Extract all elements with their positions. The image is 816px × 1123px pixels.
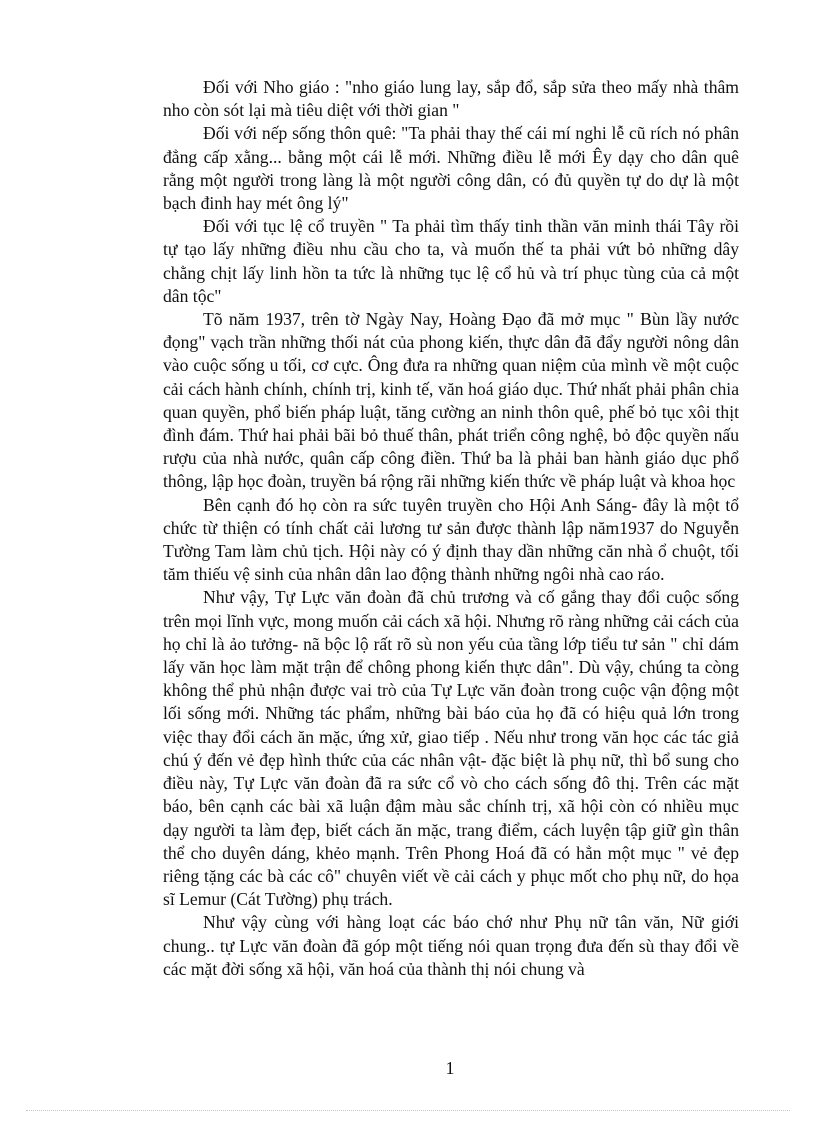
paragraph-bao-chi: Như vậy cùng với hàng loạt các báo chớ như Phụ nữ tân văn, Nữ giới chung.. tự Lực văn đoàn đã góp một tiếng nói quan trọng đưa đến sù thay đổi về các mặt đời sống xã hội, văn hoá của thành thị nói chung và [163,912,739,979]
paragraph-tu-luc-van-doan: Như vậy, Tự Lực văn đoàn đã chủ trương và cố gắng thay đổi cuộc sống trên mọi lĩnh vực, mong muốn cải cách xã hội. Nhưng rõ ràng những cải cách của họ chỉ là ảo tưởng- nã bộc lộ rất rõ sù non yếu của tầng lớp tiểu tư sản " chỉ dám lấy văn học làm mặt trận để chông phong kiến thực dân". Dù vậy, chúng ta còng không thể phủ nhận được vai trò của Tự Lực văn đoàn trong cuộc vận động một lối sống mới. Những tác phẩm, những bài báo của họ đã có hiệu quả lớn trong việc thay đổi cách ăn mặc, ứng xử, giao tiếp . Nếu như trong văn học các tác giả chú ý đến vẻ đẹp hình thức của các nhân vật- đặc biệt là phụ nữ, thì bổ sung cho điều này, Tự Lực văn đoàn đã ra sức cổ vò cho cách sống đô thị. Trên các mặt báo, bên cạnh các bài xã luận đậm màu sắc chính trị, xã hội còn có nhiều mục dạy người ta làm đẹp, biết cách ăn mặc, trang điểm, cách luyện tập giữ gìn thân thể cho duyên dáng, khẻo mạnh. Trên Phong Hoá đã có hẳn một mục " vẻ đẹp riêng tặng các bà các cô" chuyên viết về cải cách y phục mốt cho phụ nữ, do họa sĩ Lemur (Cát Tường) phụ trách. [163,587,739,910]
paragraph-tuc-le-co-truyen: Đối với tục lệ cổ truyền " Ta phải tìm thấy tinh thần văn minh thái Tây rồi tự tạo lấy những điều nhu cầu cho ta, và muốn thế ta phải vứt bỏ những dây chằng chịt lấy linh hồn ta tức là những tục lệ cổ hủ và trí phục tùng của cả một dân tộc" [163,216,739,306]
paragraph-nep-song-thon-que: Đối với nếp sống thôn quê: "Ta phải thay thế cái mí nghi lễ cũ rích nó phân đẳng cấp xằng... bằng một cái lễ mới. Những điều lễ mới Êy dạy cho dân quê rằng một người trong làng là một người công dân, có đủ quyền tự do dự là một bạch đinh hay mét ông lý" [163,123,739,214]
paragraph-hoi-anh-sang: Bên cạnh đó họ còn ra sức tuyên truyền cho Hội Anh Sáng- đây là một tổ chức từ thiện có tính chất cải lương tư sản được thành lập năm1937 do Nguyễn Tường Tam làm chủ tịch. Hội này có ý định thay dần những căn nhà ổ chuột, tối tăm thiếu vệ sinh của nhân dân lao động thành những ngôi nhà cao ráo. [163,494,739,585]
page-bottom-divider [26,1110,790,1111]
paragraph-bun-lay-nuoc-dong: Tõ năm 1937, trên tờ Ngày Nay, Hoàng Đạo đã mở mục " Bùn lầy nước đọng" vạch trần những thối nát của phong kiến, thực dân đã đẩy người nông dân vào cuộc sống u tối, cơ cực. Ông đưa ra những quan niệm của mình về một cuộc cải cách hành chính, chính trị, kinh tế, văn hoá giáo dục. Thứ nhất phải phân chia quan quyền, phổ biến pháp luật, tăng cường an ninh thôn quê, phế bỏ tục xôi thịt đình đám. Thứ hai phải bãi bỏ thuế thân, phát triển công nghệ, bỏ độc quyền nấu rượu của nhà nước, quân cấp công điền. Thứ ba là phải ban hành giáo dục phổ thông, lập học đoàn, truyền bá rộng rãi những kiến thức về pháp luật và khoa học [163,309,739,492]
paragraph-nho-giao: Đối với Nho giáo : "nho giáo lung lay, sắp đổ, sắp sửa theo mấy nhà thâm nho còn sót lại mà tiêu diệt với thời gian " [163,77,739,121]
page-number: 1 [445,1058,455,1078]
body-text [163,76,739,981]
